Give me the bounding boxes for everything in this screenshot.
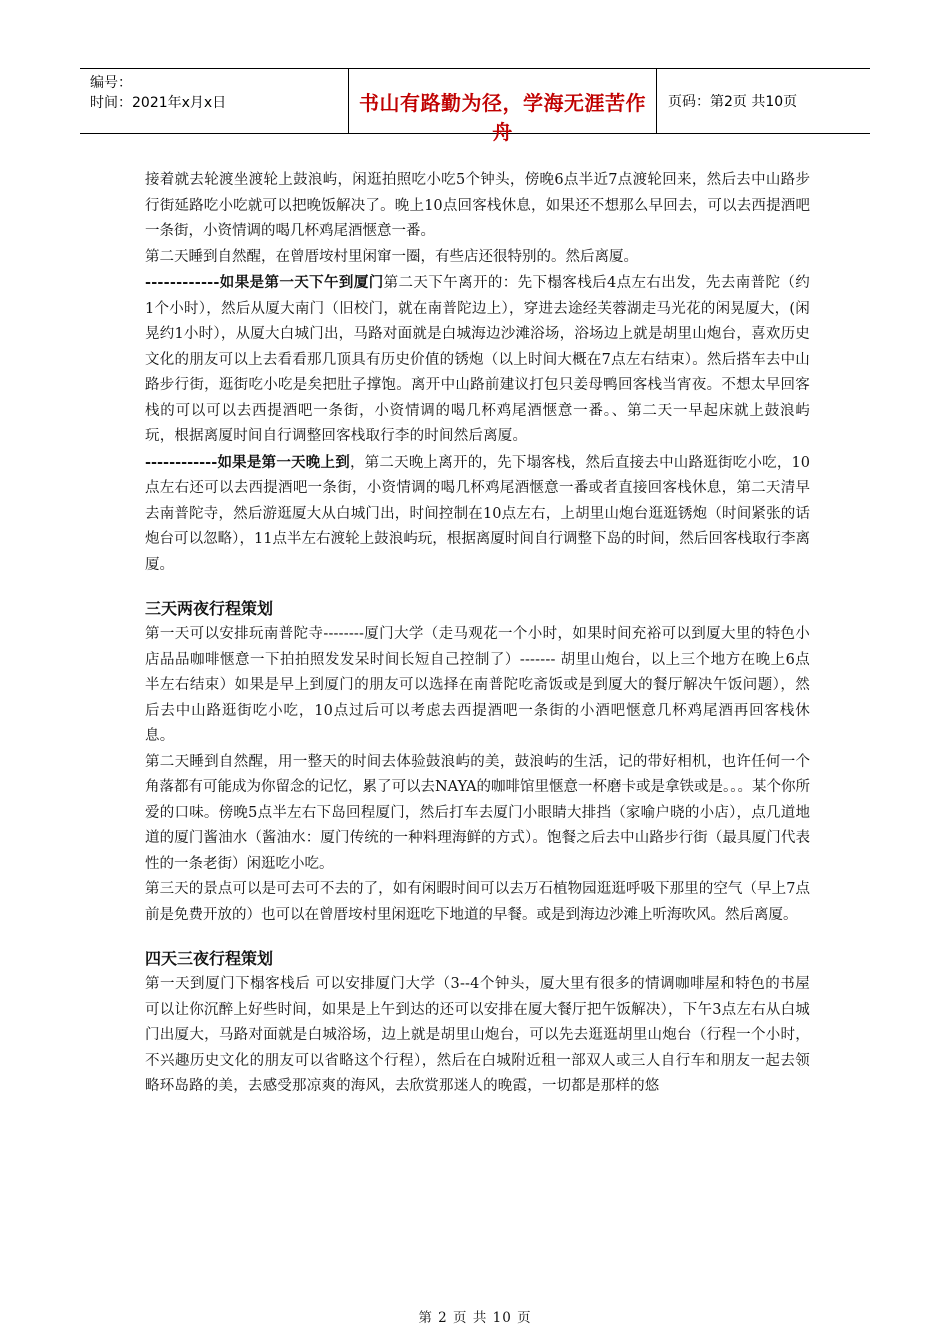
- paragraph-text: ，第二天晚上离开的，先下塌客栈，然后直接去中山路逛街吃小吃，10点左右还可以去西提酒吧一条街，小资情调的喝几杯鸡尾酒惬意一番或者直接回客栈休息，第二天清早去南普陀寺，然后游逛厦大从白城门出，时间控制在10点左右，上胡里山炮台逛逛锈炮（时间紧张的话炮台可以忽略），11点半左右渡轮上鼓浪屿玩，根据离厦时间自行调整下岛的时间，然后回客栈取行李离厦。: [145, 454, 811, 573]
- section-heading: 三天两夜行程策划: [145, 599, 274, 618]
- paragraph: 接着就去轮渡坐渡轮上鼓浪屿，闲逛拍照吃小吃5个钟头，傍晚6点半近7点渡轮回来，然后去中山路步行街延路吃小吃就可以把晚饭解决了。晚上10点回客栈休息，如果还不想那么早回去，可以去西提酒吧一条街，小资情调的喝几杯鸡尾酒惬意一番。: [145, 172, 810, 239]
- header-divider: [656, 69, 657, 133]
- spacer: [145, 578, 810, 596]
- spacer: [145, 928, 810, 946]
- paragraph-lead: ------------如果是第一天下午到厦门: [145, 274, 384, 291]
- header-meta: [90, 73, 226, 113]
- document-body: [145, 168, 810, 1100]
- document-number-label: 编号：: [90, 75, 132, 91]
- paragraph-text: 第二天下午离开的：先下榻客栈后4点左右出发，先去南普陀（约1个小时），然后从厦大南门（旧校门，就在南普陀边上），穿进去途经芙蓉湖走马光花的闲晃厦大，(闲晃约1小时），从厦大白城门出，马路对面就是白城海边沙滩浴场，浴场边上就是胡里山炮台，喜欢历史文化的朋友可以上去看看那几顶具有历史价值的锈炮（以上时间大概在7点左右结束）。然后搭车去中山路步行街，逛街吃小吃是矣把肚子撑饱。离开中山路前建议打包只姜母鸭回客栈当宵夜。不想太早回客栈的可以可以去西提酒吧一条街，小资情调的喝几杯鸡尾酒惬意一番。、第二天一早起床就上鼓浪屿玩，根据离厦时间自行调整回客栈取行李的时间然后离厦。: [145, 275, 810, 444]
- paragraph-lead: ------------如果是第一天晚上到: [145, 453, 350, 471]
- paragraph: 第二天睡到自然醒，用一整天的时间去体验鼓浪屿的美，鼓浪屿的生活，记的带好相机，也许任何一个角落都有可能成为你留念的记忆，累了可以去NAYA的咖啡馆里惬意一杯磨卡或是拿铁或是。。。某个你所爱的口味。傍晚5点半左右下岛回程厦门，然后打车去厦门小眼睛大排挡（家喻户晓的小店），点几道地道的厦门酱油水（酱油水：厦门传统的一种料理海鲜的方式）。饱餐之后去中山路步行街（最具厦门代表性的一条老街）闲逛吃小吃。: [145, 753, 810, 872]
- paragraph: 第二天睡到自然醒，在曾厝垵村里闲窜一圈，有些店还很特别的。然后离厦。: [145, 248, 638, 265]
- section-heading: 四天三夜行程策划: [145, 949, 274, 968]
- header-motto: 书山有路勤为径，学海无涯苦作舟: [359, 91, 646, 144]
- paragraph: 第三天的景点可以是可去可不去的了，如有闲暇时间可以去万石植物园逛逛呼吸下那里的空气（早上7点前是免费开放的）也可以在曾厝垵村里闲逛吃下地道的早餐。或是到海边沙滩上听海吹风。然后离厦。: [145, 881, 810, 923]
- header-page-number: 页码：第2页 共10页: [668, 94, 798, 110]
- paragraph: [145, 270, 810, 450]
- paragraph: 第一天到厦门下榻客栈后 可以安排厦门大学（3--4个钟头，厦大里有很多的情调咖啡屋和特色的书屋可以让你沉醉上好些时间，如果是上午到达的还可以安排在厦大餐厅把午饭解决），下午3点左右从白城门出厦大，马路对面就是白城浴场，边上就是胡里山炮台，可以先去逛逛胡里山炮台（行程一个小时，不兴趣历史文化的朋友可以省略这个行程），然后在白城附近租一部双人或三人自行车和朋友一起去领略环岛路的美，去感受那凉爽的海风，去欣赏那迷人的晚霞，一切都是那样的悠: [145, 976, 810, 1094]
- paragraph: 第一天可以安排玩南普陀寺--------厦门大学（走马观花一个小时，如果时间充裕可以到厦大里的特色小店品品咖啡惬意一下拍拍照发发呆时间长短自己控制了）------- 胡里山炮台，以上三个地方在晚上6点半左右结束）如果是早上到厦门的朋友可以选择在南普陀吃斋饭或是到厦大的餐厅解决午饭问题），然后去中山路逛街吃小吃，10点过后可以考虑去西提酒吧一条街的小酒吧惬意几杯鸡尾酒再回客栈休息。: [145, 626, 810, 744]
- document-date-label: 时间：2021年x月x日: [90, 95, 227, 111]
- page-header: [80, 68, 870, 144]
- paragraph: [145, 450, 810, 579]
- page-footer: 第 2 页 共 10 页: [418, 1310, 532, 1326]
